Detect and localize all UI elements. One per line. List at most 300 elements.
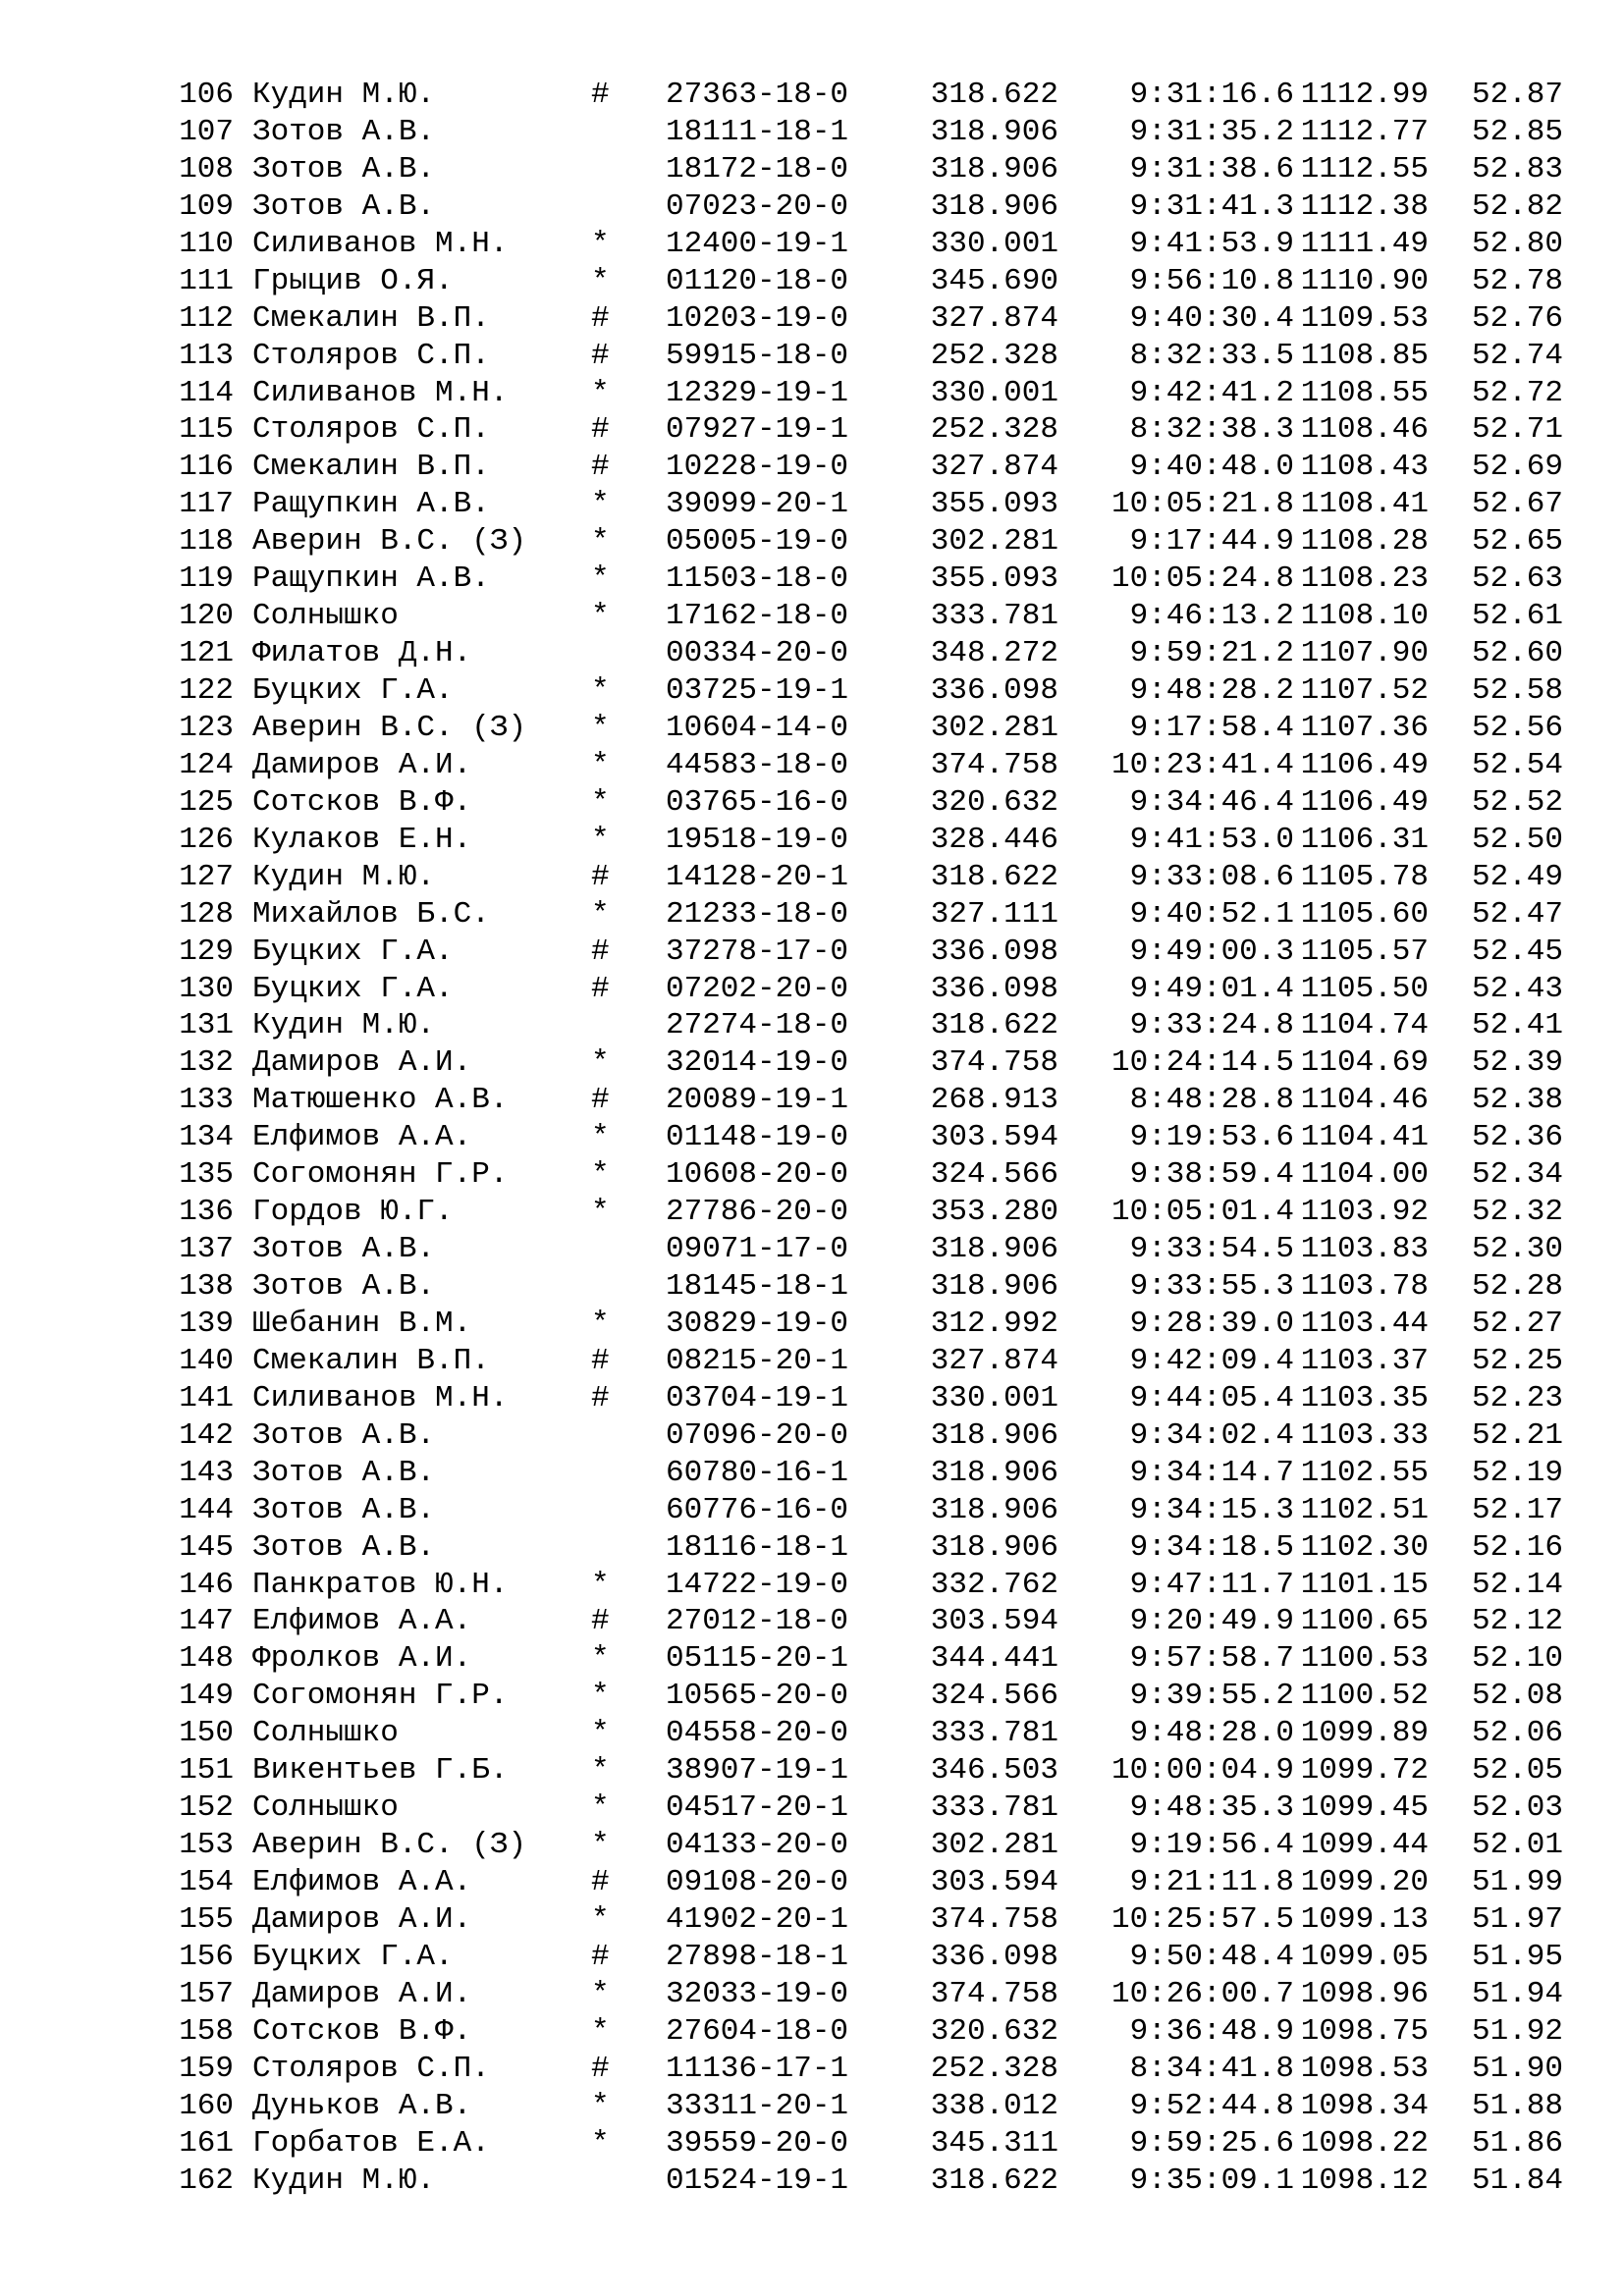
arrival-time: 9:40:30.4 (1129, 300, 1294, 336)
speed-value: 1104.41 (1300, 1120, 1429, 1155)
table-row (175, 859, 1589, 896)
speed-value: 1099.89 (1300, 1716, 1429, 1751)
entry-mark: * (591, 2088, 610, 2123)
participant-name: Ращупкин А.В. (252, 561, 490, 597)
table-row (175, 784, 1589, 822)
distance-value: 346.503 (930, 1753, 1058, 1789)
coefficient-value: 52.69 (1471, 450, 1563, 485)
participant-name: Зотов А.В. (252, 114, 436, 149)
distance-value: 332.762 (930, 1567, 1058, 1602)
distance-value: 353.280 (930, 1195, 1058, 1230)
arrival-time: 10:24:14.5 (1110, 1045, 1294, 1081)
entry-mark: # (591, 78, 610, 112)
arrival-time: 8:32:38.3 (1129, 412, 1294, 448)
distance-value: 303.594 (930, 1865, 1058, 1899)
ring-number: 08215-20-1 (666, 1343, 849, 1378)
participant-name: Столяров С.П. (252, 2051, 490, 2086)
place-number: 157 (179, 1976, 234, 2011)
table-row (175, 114, 1589, 151)
table-row (175, 1082, 1589, 1119)
speed-value: 1099.45 (1300, 1790, 1429, 1826)
participant-name: Фролков А.И. (252, 1641, 472, 1677)
ring-number: 11503-18-0 (666, 561, 849, 597)
ring-number: 10228-19-0 (666, 450, 849, 485)
place-number: 111 (179, 263, 234, 298)
place-number: 138 (179, 1269, 234, 1304)
place-number: 134 (179, 1120, 234, 1155)
ring-number: 59915-18-0 (666, 338, 849, 373)
place-number: 148 (179, 1641, 234, 1677)
entry-mark: * (591, 822, 610, 857)
place-number: 129 (179, 934, 234, 969)
distance-value: 318.622 (930, 1008, 1058, 1043)
place-number: 116 (179, 450, 234, 485)
participant-name: Елфимов А.А. (252, 1120, 472, 1155)
coefficient-value: 52.05 (1471, 1753, 1563, 1789)
arrival-time: 9:33:54.5 (1129, 1232, 1294, 1267)
entry-mark: # (591, 2051, 610, 2086)
ring-number: 18145-18-1 (666, 1269, 849, 1304)
results-table (175, 77, 1589, 2199)
speed-value: 1112.38 (1300, 188, 1429, 224)
distance-value: 374.758 (930, 1976, 1058, 2011)
arrival-time: 9:52:44.8 (1129, 2088, 1294, 2123)
arrival-time: 9:47:11.7 (1129, 1567, 1294, 1602)
entry-mark: * (591, 226, 610, 261)
place-number: 139 (179, 1306, 234, 1341)
ring-number: 07202-20-0 (666, 971, 849, 1006)
coefficient-value: 52.27 (1471, 1306, 1563, 1341)
coefficient-value: 52.08 (1471, 1679, 1563, 1714)
arrival-time: 9:34:14.7 (1129, 1455, 1294, 1490)
table-row (175, 934, 1589, 971)
coefficient-value: 52.52 (1471, 784, 1563, 820)
participant-name: Гордов Ю.Г. (252, 1195, 454, 1230)
participant-name: Столяров С.П. (252, 338, 490, 373)
place-number: 155 (179, 1901, 234, 1937)
distance-value: 327.874 (930, 300, 1058, 336)
arrival-time: 10:26:00.7 (1110, 1976, 1294, 2011)
entry-mark: * (591, 599, 610, 634)
table-row (175, 1529, 1589, 1567)
distance-value: 328.446 (930, 822, 1058, 857)
participant-name: Согомонян Г.Р. (252, 1157, 509, 1193)
participant-name: Силиванов М.Н. (252, 226, 509, 261)
participant-name: Дамиров А.И. (252, 1045, 472, 1081)
entry-mark: * (591, 1045, 610, 1081)
speed-value: 1107.90 (1300, 636, 1429, 671)
participant-name: Панкратов Ю.Н. (252, 1567, 509, 1602)
table-row (175, 1455, 1589, 1492)
table-row (175, 1901, 1589, 1939)
participant-name: Зотов А.В. (252, 151, 436, 187)
entry-mark: * (591, 1828, 610, 1863)
speed-value: 1099.05 (1300, 1939, 1429, 1974)
coefficient-value: 52.56 (1471, 710, 1563, 745)
distance-value: 338.012 (930, 2088, 1058, 2123)
arrival-time: 9:34:02.4 (1129, 1417, 1294, 1453)
coefficient-value: 52.72 (1471, 375, 1563, 410)
coefficient-value: 52.17 (1471, 1492, 1563, 1527)
entry-mark: * (591, 1195, 610, 1230)
ring-number: 04133-20-0 (666, 1828, 849, 1863)
arrival-time: 10:05:24.8 (1110, 561, 1294, 597)
distance-value: 320.632 (930, 784, 1058, 820)
coefficient-value: 51.97 (1471, 1901, 1563, 1937)
speed-value: 1099.20 (1300, 1865, 1429, 1899)
ring-number: 04558-20-0 (666, 1716, 849, 1751)
arrival-time: 9:33:55.3 (1129, 1269, 1294, 1304)
speed-value: 1108.10 (1300, 599, 1429, 634)
speed-value: 1102.30 (1300, 1529, 1429, 1565)
coefficient-value: 52.85 (1471, 114, 1563, 149)
arrival-time: 9:35:09.1 (1129, 2163, 1294, 2198)
participant-name: Кулаков Е.Н. (252, 822, 472, 857)
arrival-time: 9:31:38.6 (1129, 151, 1294, 187)
arrival-time: 9:42:41.2 (1129, 375, 1294, 410)
participant-name: Филатов Д.Н. (252, 636, 472, 671)
place-number: 160 (179, 2088, 234, 2123)
table-row (175, 1492, 1589, 1529)
place-number: 132 (179, 1045, 234, 1081)
distance-value: 312.992 (930, 1306, 1058, 1341)
table-row (175, 263, 1589, 300)
place-number: 121 (179, 636, 234, 671)
coefficient-value: 52.78 (1471, 263, 1563, 298)
ring-number: 41902-20-1 (666, 1901, 849, 1937)
table-row (175, 1119, 1589, 1156)
entry-mark: * (591, 1790, 610, 1826)
entry-mark: * (591, 375, 610, 410)
speed-value: 1108.28 (1300, 524, 1429, 560)
ring-number: 32033-19-0 (666, 1976, 849, 2011)
distance-value: 302.281 (930, 524, 1058, 560)
speed-value: 1108.23 (1300, 561, 1429, 597)
ring-number: 33311-20-1 (666, 2088, 849, 2123)
place-number: 149 (179, 1679, 234, 1714)
table-row (175, 1715, 1589, 1752)
speed-value: 1104.74 (1300, 1008, 1429, 1043)
place-number: 159 (179, 2051, 234, 2086)
table-row (175, 2013, 1589, 2051)
coefficient-value: 52.80 (1471, 226, 1563, 261)
place-number: 117 (179, 487, 234, 522)
participant-name: Солнышко (252, 599, 399, 634)
arrival-time: 9:34:15.3 (1129, 1492, 1294, 1527)
ring-number: 10203-19-0 (666, 300, 849, 336)
participant-name: Зотов А.В. (252, 1417, 436, 1453)
entry-mark: * (591, 896, 610, 932)
ring-number: 05005-19-0 (666, 524, 849, 560)
speed-value: 1112.99 (1300, 78, 1429, 112)
arrival-time: 9:44:05.4 (1129, 1380, 1294, 1415)
table-row (175, 1603, 1589, 1640)
arrival-time: 9:38:59.4 (1129, 1157, 1294, 1193)
distance-value: 324.566 (930, 1157, 1058, 1193)
arrival-time: 9:19:56.4 (1129, 1828, 1294, 1863)
coefficient-value: 52.34 (1471, 1157, 1563, 1193)
place-number: 115 (179, 412, 234, 448)
entry-mark: # (591, 859, 610, 894)
table-row (175, 1976, 1589, 2013)
ring-number: 12329-19-1 (666, 375, 849, 410)
place-number: 152 (179, 1790, 234, 1826)
ring-number: 01524-19-1 (666, 2163, 849, 2198)
coefficient-value: 52.41 (1471, 1008, 1563, 1043)
ring-number: 04517-20-1 (666, 1790, 849, 1826)
place-number: 120 (179, 599, 234, 634)
distance-value: 318.906 (930, 151, 1058, 187)
ring-number: 12400-19-1 (666, 226, 849, 261)
speed-value: 1106.49 (1300, 784, 1429, 820)
coefficient-value: 52.36 (1471, 1120, 1563, 1155)
speed-value: 1108.41 (1300, 487, 1429, 522)
ring-number: 32014-19-0 (666, 1045, 849, 1081)
place-number: 109 (179, 188, 234, 224)
arrival-time: 9:49:01.4 (1129, 971, 1294, 1006)
coefficient-value: 52.83 (1471, 151, 1563, 187)
place-number: 112 (179, 300, 234, 336)
table-row (175, 338, 1589, 375)
speed-value: 1103.33 (1300, 1417, 1429, 1453)
participant-name: Смекалин В.П. (252, 450, 490, 485)
ring-number: 38907-19-1 (666, 1753, 849, 1789)
ring-number: 18116-18-1 (666, 1529, 849, 1565)
participant-name: Зотов А.В. (252, 1269, 436, 1304)
ring-number: 27363-18-0 (666, 78, 849, 112)
table-row (175, 188, 1589, 226)
place-number: 140 (179, 1343, 234, 1378)
ring-number: 10565-20-0 (666, 1679, 849, 1714)
table-row (175, 1156, 1589, 1194)
participant-name: Викентьев Г.Б. (252, 1753, 509, 1789)
ring-number: 37278-17-0 (666, 934, 849, 969)
coefficient-value: 52.14 (1471, 1567, 1563, 1602)
place-number: 126 (179, 822, 234, 857)
participant-name: Зотов А.В. (252, 1529, 436, 1565)
speed-value: 1103.92 (1300, 1195, 1429, 1230)
distance-value: 252.328 (930, 338, 1058, 373)
distance-value: 252.328 (930, 412, 1058, 448)
ring-number: 03704-19-1 (666, 1380, 849, 1415)
distance-value: 320.632 (930, 2013, 1058, 2049)
speed-value: 1099.72 (1300, 1753, 1429, 1789)
table-row (175, 822, 1589, 859)
entry-mark: # (591, 450, 610, 485)
participant-name: Шебанин В.М. (252, 1306, 472, 1341)
entry-mark: # (591, 1604, 610, 1639)
speed-value: 1103.83 (1300, 1232, 1429, 1267)
speed-value: 1108.46 (1300, 412, 1429, 448)
ring-number: 01148-19-0 (666, 1120, 849, 1155)
entry-mark: * (591, 673, 610, 708)
participant-name: Кудин М.Ю. (252, 859, 436, 894)
arrival-time: 10:05:01.4 (1110, 1195, 1294, 1230)
coefficient-value: 52.65 (1471, 524, 1563, 560)
table-row (175, 635, 1589, 672)
distance-value: 318.906 (930, 1455, 1058, 1490)
coefficient-value: 52.67 (1471, 487, 1563, 522)
place-number: 119 (179, 561, 234, 597)
coefficient-value: 52.60 (1471, 636, 1563, 671)
place-number: 130 (179, 971, 234, 1006)
participant-name: Буцких Г.А. (252, 673, 454, 708)
participant-name: Дуньков А.В. (252, 2088, 472, 2123)
distance-value: 318.906 (930, 1417, 1058, 1453)
speed-value: 1103.44 (1300, 1306, 1429, 1341)
coefficient-value: 52.61 (1471, 599, 1563, 634)
arrival-time: 9:33:24.8 (1129, 1008, 1294, 1043)
arrival-time: 9:59:21.2 (1129, 636, 1294, 671)
speed-value: 1109.53 (1300, 300, 1429, 336)
table-row (175, 561, 1589, 598)
table-row (175, 1864, 1589, 1901)
ring-number: 18172-18-0 (666, 151, 849, 187)
participant-name: Смекалин В.П. (252, 300, 490, 336)
speed-value: 1103.37 (1300, 1343, 1429, 1378)
table-row (175, 151, 1589, 188)
entry-mark: * (591, 524, 610, 560)
coefficient-value: 52.63 (1471, 561, 1563, 597)
ring-number: 07927-19-1 (666, 412, 849, 448)
distance-value: 345.690 (930, 263, 1058, 298)
entry-mark: * (591, 561, 610, 597)
entry-mark: * (591, 1753, 610, 1789)
speed-value: 1103.78 (1300, 1269, 1429, 1304)
arrival-time: 9:50:48.4 (1129, 1939, 1294, 1974)
participant-name: Смекалин В.П. (252, 1343, 490, 1378)
distance-value: 333.781 (930, 1790, 1058, 1826)
coefficient-value: 51.86 (1471, 2125, 1563, 2161)
arrival-time: 9:19:53.6 (1129, 1120, 1294, 1155)
ring-number: 09071-17-0 (666, 1232, 849, 1267)
coefficient-value: 52.32 (1471, 1195, 1563, 1230)
distance-value: 252.328 (930, 2051, 1058, 2086)
ring-number: 03725-19-1 (666, 673, 849, 708)
arrival-time: 10:23:41.4 (1110, 747, 1294, 782)
speed-value: 1110.90 (1300, 263, 1429, 298)
distance-value: 318.906 (930, 1232, 1058, 1267)
ring-number: 07096-20-0 (666, 1417, 849, 1453)
speed-value: 1104.46 (1300, 1083, 1429, 1118)
table-row (175, 1789, 1589, 1827)
speed-value: 1100.65 (1300, 1604, 1429, 1639)
table-row (175, 226, 1589, 263)
entry-mark: # (591, 1083, 610, 1118)
entry-mark: # (591, 300, 610, 336)
ring-number: 30829-19-0 (666, 1306, 849, 1341)
entry-mark: * (591, 1716, 610, 1751)
place-number: 127 (179, 859, 234, 894)
entry-mark: # (591, 1939, 610, 1974)
entry-mark: * (591, 1120, 610, 1155)
arrival-time: 9:28:39.0 (1129, 1306, 1294, 1341)
distance-value: 318.906 (930, 1492, 1058, 1527)
entry-mark: # (591, 1865, 610, 1899)
speed-value: 1108.55 (1300, 375, 1429, 410)
arrival-time: 9:40:52.1 (1129, 896, 1294, 932)
entry-mark: # (591, 1343, 610, 1378)
ring-number: 18111-18-1 (666, 114, 849, 149)
speed-value: 1102.55 (1300, 1455, 1429, 1490)
distance-value: 374.758 (930, 1901, 1058, 1937)
participant-name: Аверин В.С. (З) (252, 710, 527, 745)
speed-value: 1107.36 (1300, 710, 1429, 745)
coefficient-value: 51.99 (1471, 1865, 1563, 1899)
distance-value: 374.758 (930, 1045, 1058, 1081)
distance-value: 302.281 (930, 710, 1058, 745)
arrival-time: 9:48:28.0 (1129, 1716, 1294, 1751)
table-row (175, 1678, 1589, 1715)
entry-mark: * (591, 1157, 610, 1193)
speed-value: 1102.51 (1300, 1492, 1429, 1527)
speed-value: 1099.44 (1300, 1828, 1429, 1863)
table-row (175, 971, 1589, 1008)
participant-name: Аверин В.С. (З) (252, 524, 527, 560)
speed-value: 1106.49 (1300, 747, 1429, 782)
participant-name: Аверин В.С. (З) (252, 1828, 527, 1863)
participant-name: Зотов А.В. (252, 1455, 436, 1490)
place-number: 106 (179, 78, 234, 112)
place-number: 128 (179, 896, 234, 932)
arrival-time: 9:21:11.8 (1129, 1865, 1294, 1899)
coefficient-value: 51.84 (1471, 2163, 1563, 2198)
arrival-time: 9:31:35.2 (1129, 114, 1294, 149)
ring-number: 60780-16-1 (666, 1455, 849, 1490)
participant-name: Согомонян Г.Р. (252, 1679, 509, 1714)
entry-mark: # (591, 412, 610, 448)
arrival-time: 9:46:13.2 (1129, 599, 1294, 634)
place-number: 113 (179, 338, 234, 373)
distance-value: 348.272 (930, 636, 1058, 671)
coefficient-value: 51.90 (1471, 2051, 1563, 2086)
ring-number: 19518-19-0 (666, 822, 849, 857)
table-row (175, 1231, 1589, 1268)
coefficient-value: 52.03 (1471, 1790, 1563, 1826)
place-number: 147 (179, 1604, 234, 1639)
arrival-time: 9:31:16.6 (1129, 78, 1294, 112)
distance-value: 318.906 (930, 1269, 1058, 1304)
place-number: 133 (179, 1083, 234, 1118)
table-row (175, 2051, 1589, 2088)
entry-mark: * (591, 1567, 610, 1602)
coefficient-value: 52.49 (1471, 859, 1563, 894)
distance-value: 318.622 (930, 859, 1058, 894)
arrival-time: 9:33:08.6 (1129, 859, 1294, 894)
arrival-time: 9:48:28.2 (1129, 673, 1294, 708)
coefficient-value: 51.94 (1471, 1976, 1563, 2011)
table-row (175, 486, 1589, 523)
arrival-time: 8:48:28.8 (1129, 1083, 1294, 1118)
participant-name: Сотсков В.Ф. (252, 784, 472, 820)
arrival-time: 9:41:53.0 (1129, 822, 1294, 857)
arrival-time: 9:20:49.9 (1129, 1604, 1294, 1639)
distance-value: 327.874 (930, 1343, 1058, 1378)
table-row (175, 1417, 1589, 1455)
coefficient-value: 52.50 (1471, 822, 1563, 857)
table-row (175, 1007, 1589, 1044)
distance-value: 374.758 (930, 747, 1058, 782)
distance-value: 303.594 (930, 1604, 1058, 1639)
table-row (175, 1752, 1589, 1789)
coefficient-value: 52.45 (1471, 934, 1563, 969)
table-row (175, 1194, 1589, 1231)
coefficient-value: 52.87 (1471, 78, 1563, 112)
participant-name: Дамиров А.И. (252, 1901, 472, 1937)
coefficient-value: 51.92 (1471, 2013, 1563, 2049)
coefficient-value: 52.76 (1471, 300, 1563, 336)
coefficient-value: 52.16 (1471, 1529, 1563, 1565)
